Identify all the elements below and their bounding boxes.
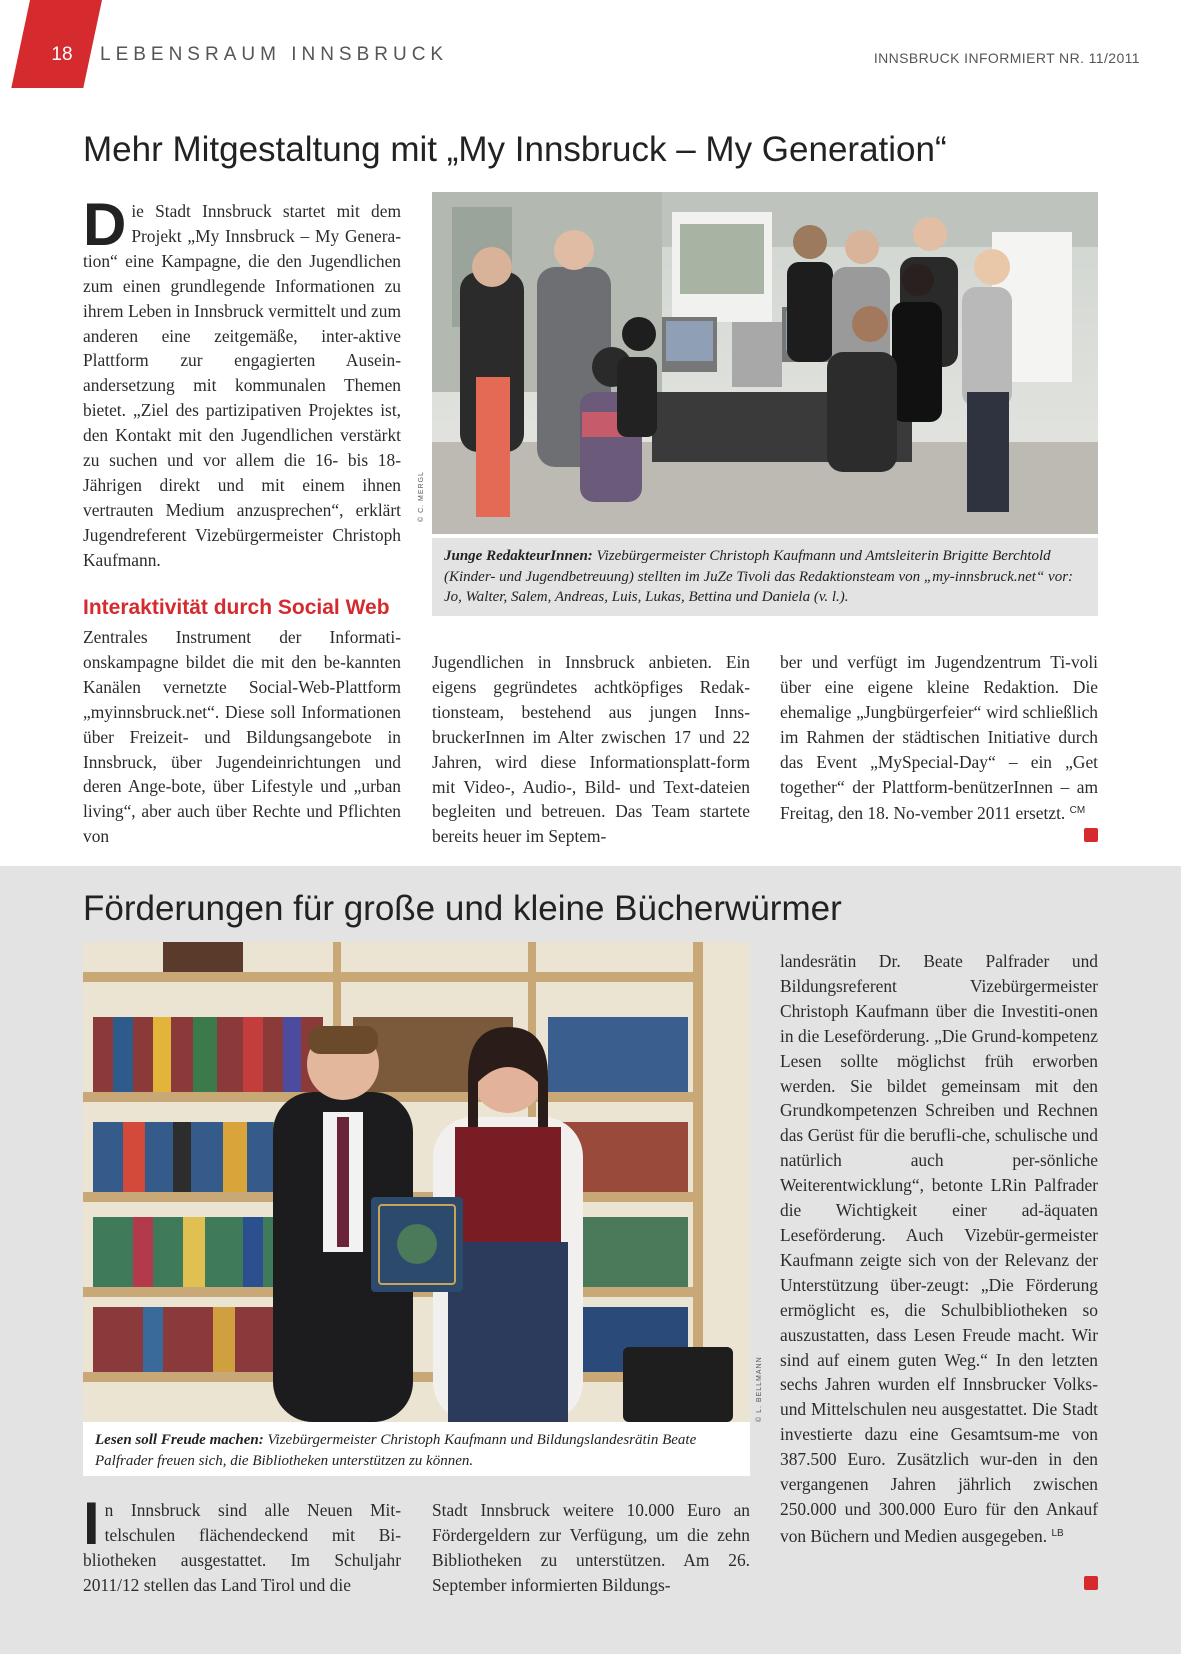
article1-caption [432,538,1098,616]
article1-caption-lead: Junge RedakteurInnen: [444,548,593,564]
article1-dropcap: D [83,191,127,258]
article1-column-1: Zentrales Instrument der Informati-onskampagne bildet die mit den be-kannten Kanälen vernetzte Social-Web-Plattform „myinnsbruck.net“. Diese soll Informationen über Freizeit- und Bildungsangebote in Innsbruck, über Jugendeinrichtungen und deren Ange-bote, über Lifestyle und „urban living“, aber auch über Rechte und Pflichten von [83,627,401,847]
article1-column-3-text: ber und verfügt im Jugendzentrum Ti-voli über eine eigene kleine Redaktion. Die ehemalige „Jungbürgerfeier“ wird schließlich im Rahmen der städtischen Initiative durch das Event „MySpecial-Day“ – ein „Get together“ der Plattform-benützerInnen – am Freitag, den 18. No-vember 2011 ersetzt. [780,652,1098,824]
section-label: LEBENSRAUM INNSBRUCK [100,44,449,65]
article1-end-mark [1084,828,1098,842]
issue-label: INNSBRUCK INFORMIERT NR. 11/2011 [873,50,1140,66]
article1-subheading: Interaktivität durch Social Web [83,596,390,619]
article1-intro-text: ie Stadt Innsbruck startet mit dem Projekt „My Innsbruck – My Genera-tion“ eine Kampagne, die den Jugendlichen zum einen grundlegende Informationen zu ihrem Leben in Innsbruck vermittelt und zum anderen eine zeitgemäße, inter-aktive Plattform zur engagierten Ausein-andersetzung mit kommunalen Themen bietet. „Ziel des partizipativen Projektes ist, den Kontakt mit den Jugendlichen verstärkt zu suchen und vor allem die 16- bis 18-Jährigen direkt und mit einem ihnen vertrauten Medium anzusprechen“, erklärt Jugendreferent Vizebürgermeister Christoph Kaufmann. [83,201,401,570]
article1-photo [432,192,1098,534]
editorial-team-photo [432,192,1098,534]
article2-end-mark [1084,1576,1098,1590]
article1-caption-text: Vizebürgermeister Christoph Kaufmann und Amtsleiterin Brigitte Berchtold (Kinder- und Jugendbetreuung) stellten im JuZe Tivoli das Redaktionsteam von „my-innsbruck.net“ vor: Jo, Walter, Salem, Andreas, Luis, Lukas, Bettina und Daniela (v. l.). [444,548,1074,605]
article2-column-1-text: n Innsbruck sind alle Neuen Mit-telschulen flächendeckend mit Bi-bliotheken ausgestattet. Im Schuljahr 2011/12 stellen das Land Tirol und die [83,1500,401,1595]
article1-photo-credit: © C. MERGL [418,471,425,522]
article1-title: Mehr Mitgestaltung mit „My Innsbruck – My Generation“ [83,130,947,169]
article2-title: Förderungen für große und kleine Bücherwürmer [83,889,842,928]
book-held [371,1197,463,1292]
article2-caption-lead: Lesen soll Freude machen: [95,1432,264,1448]
article2-caption-text: Vizebürgermeister Christoph Kaufmann und Bildungslandesrätin Beate Palfrader freuen sich, die Bibliotheken unterstützen zu können. [95,1432,697,1469]
article1-column-3 [780,650,1098,826]
article1-column-2: Jugendlichen in Innsbruck anbieten. Ein eigens gegründetes achtköpfiges Redak-tionsteam, bestehend aus jungen Inns-bruckerInnen im Alter zwischen 17 und 22 Jahren, wird diese Informationsplatt-form mit Video-, Audio-, Bild- und Text-dateien begleiten und betreuen. Das Team startete bereits heuer im Septem- [432,652,750,847]
article2-dropcap: I [83,1490,100,1557]
article2-photo [83,942,750,1422]
article2-column-3-text: landesrätin Dr. Beate Palfrader und Bildungsreferent Vizebürgermeister Christoph Kaufmann über die Investiti-onen in die Leseförderung. „Die Grund-kompetenz Lesen sollte möglichst früh erworben werden. Sie bildet gemeinsam mit den Grundkompetenzen Schreiben und Rechnen das Gerüst für die berufli-che, schulische und natürlich auch per-sönliche Weiterentwicklung“, betonte LRin Palfrader die Wichtigkeit einer ad-äquaten Leseförderung. Auch Vizebür-germeister Kaufmann zeigte sich von der Relevanz der Unterstützung über-zeugt: „Die Förderung ermöglicht es, die Schulbibliotheken so auszustatten, dass Lesen Freude macht. Wir sind auf einem guten Weg.“ In den letzten sechs Jahren wurden elf Innsbrucker Volks- und Mittelschulen neu ausgestattet. Die Stadt investierte dazu eine Gesamtsum-me von 387.500 Euro. Zusätzlich wur-den in den vergangenen Jahren jährlich zwischen 250.000 und 300.000 Euro für den Ankauf von Büchern und Medien ausgegeben. [780,951,1098,1546]
article2-caption [83,1422,750,1476]
article2-column-2: Stadt Innsbruck weitere 10.000 Euro an Fördergeldern zur Verfügung, um die zehn Bibliotheken zu unterstützen. Am 26. September informierten Bildungs- [432,1500,750,1595]
article2-column-3 [780,949,1098,1549]
article2-photo-credit: © L. BELLMANN [756,1356,763,1422]
article1-author: CM [1069,805,1086,817]
library-photo [83,942,750,1422]
page-number: 18 [51,44,73,65]
article1-intro [83,191,401,573]
article2-column-1 [83,1490,401,1598]
article2-author: LB [1051,1527,1064,1539]
